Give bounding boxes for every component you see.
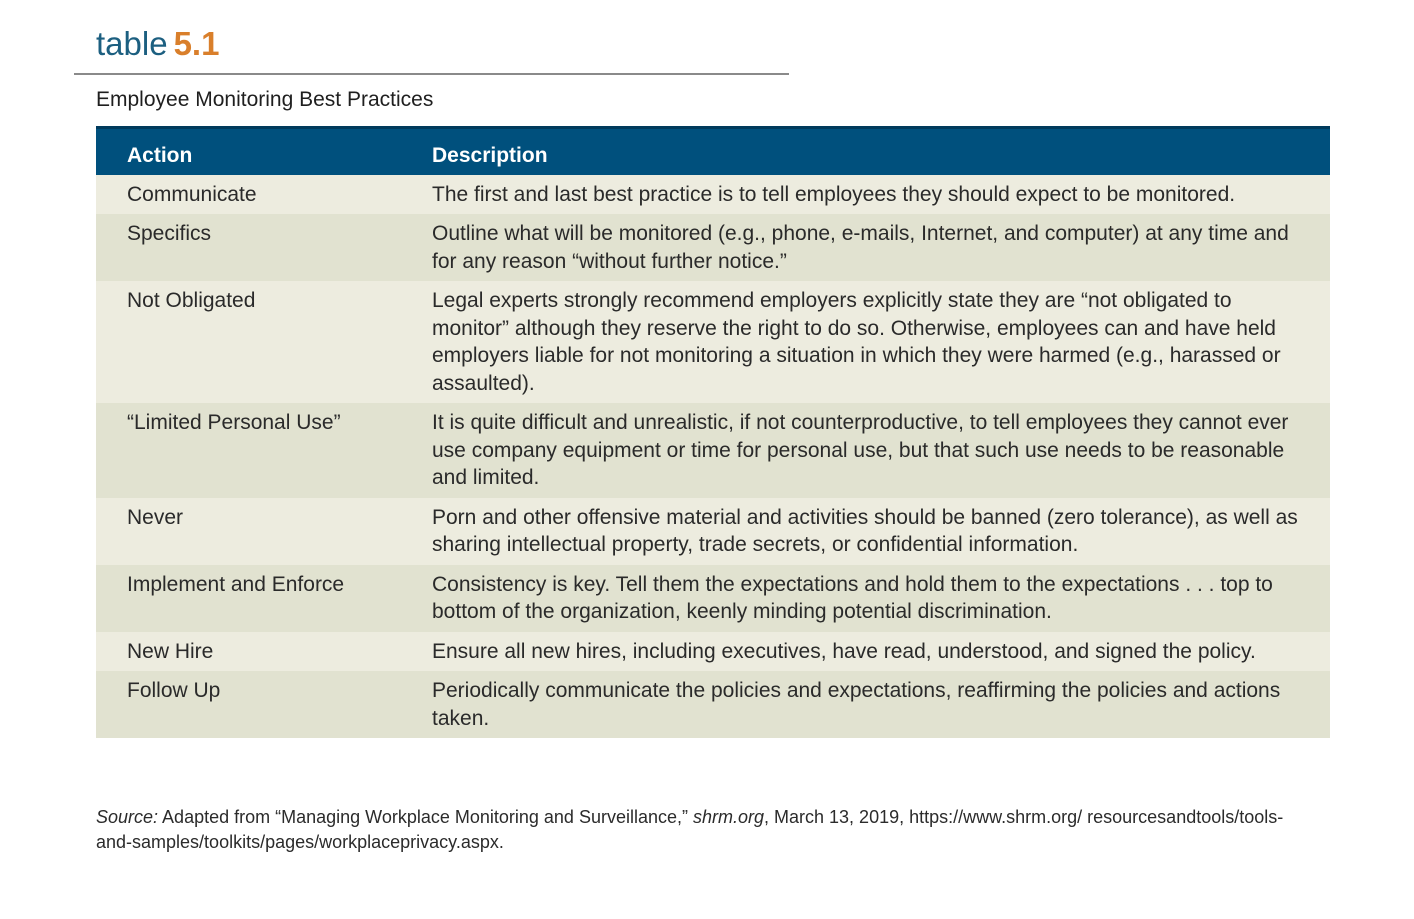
description-cell: Legal experts strongly recommend employers explicitly state they are “not obligated to monitor” although they reserve the right to do so. Otherwise, employees can and have held employers liable for not monitoring a situation in which they were harmed (e.g., harassed or assaulted). xyxy=(432,289,1281,395)
column-header-description: Description xyxy=(432,143,548,167)
action-cell: Communicate xyxy=(127,182,257,206)
action-cell: “Limited Personal Use” xyxy=(127,411,341,434)
description-cell: Outline what will be monitored (e.g., phone, e-mails, Internet, and computer) at any time and for any reason “without further notice.” xyxy=(432,222,1289,273)
source-text-after: , March 13, 2019, https://www.shrm.org/ resourcesandtools/tools-and-samples/toolkits/pages/workplaceprivacy.aspx. xyxy=(96,807,1284,852)
table-row xyxy=(96,565,1330,632)
description-cell: Ensure all new hires, including executives, have read, understood, and signed the policy. xyxy=(432,639,1256,663)
table-row xyxy=(96,498,1330,565)
table-row xyxy=(96,671,1330,738)
action-cell: New Hire xyxy=(127,639,214,663)
table-row xyxy=(96,214,1330,281)
action-cell: Follow Up xyxy=(127,679,221,702)
table-label-number: 5.1 xyxy=(173,25,220,62)
best-practices-table xyxy=(96,126,1330,738)
table-number-label xyxy=(96,22,219,66)
action-cell: Never xyxy=(127,505,184,529)
source-site: shrm.org xyxy=(693,807,765,827)
source-label: Source: xyxy=(96,807,159,827)
description-cell: Porn and other offensive material and activities should be banned (zero tolerance), as well as sharing intellectual property, trade secrets, or confidential information. xyxy=(432,505,1298,556)
column-header-action: Action xyxy=(127,143,193,167)
action-cell: Implement and Enforce xyxy=(127,572,345,596)
action-cell: Specifics xyxy=(127,222,212,245)
table-row xyxy=(96,281,1330,403)
description-cell: The first and last best practice is to tell employees they should expect to be monitored. xyxy=(432,182,1236,206)
title-divider xyxy=(74,73,789,75)
source-note xyxy=(96,805,1296,855)
table-row xyxy=(96,403,1330,498)
description-cell: It is quite difficult and unrealistic, if not counterproductive, to tell employees they cannot ever use company equipment or time for personal use, but that such use needs to be reasonable and limited. xyxy=(432,411,1289,489)
action-cell: Not Obligated xyxy=(127,289,256,312)
source-text-before: Adapted from “Managing Workplace Monitoring and Surveillance,” xyxy=(158,807,693,827)
table-caption: Employee Monitoring Best Practices xyxy=(96,88,434,111)
table-row xyxy=(96,175,1330,215)
description-cell: Periodically communicate the policies and expectations, reaffirming the policies and actions taken. xyxy=(432,679,1281,730)
table-header-row xyxy=(96,128,1330,175)
table-row xyxy=(96,632,1330,672)
description-cell: Consistency is key. Tell them the expectations and hold them to the expectations . . . top to bottom of the organization, keenly minding potential discrimination. xyxy=(432,572,1273,623)
table-label-word: table xyxy=(96,25,168,62)
